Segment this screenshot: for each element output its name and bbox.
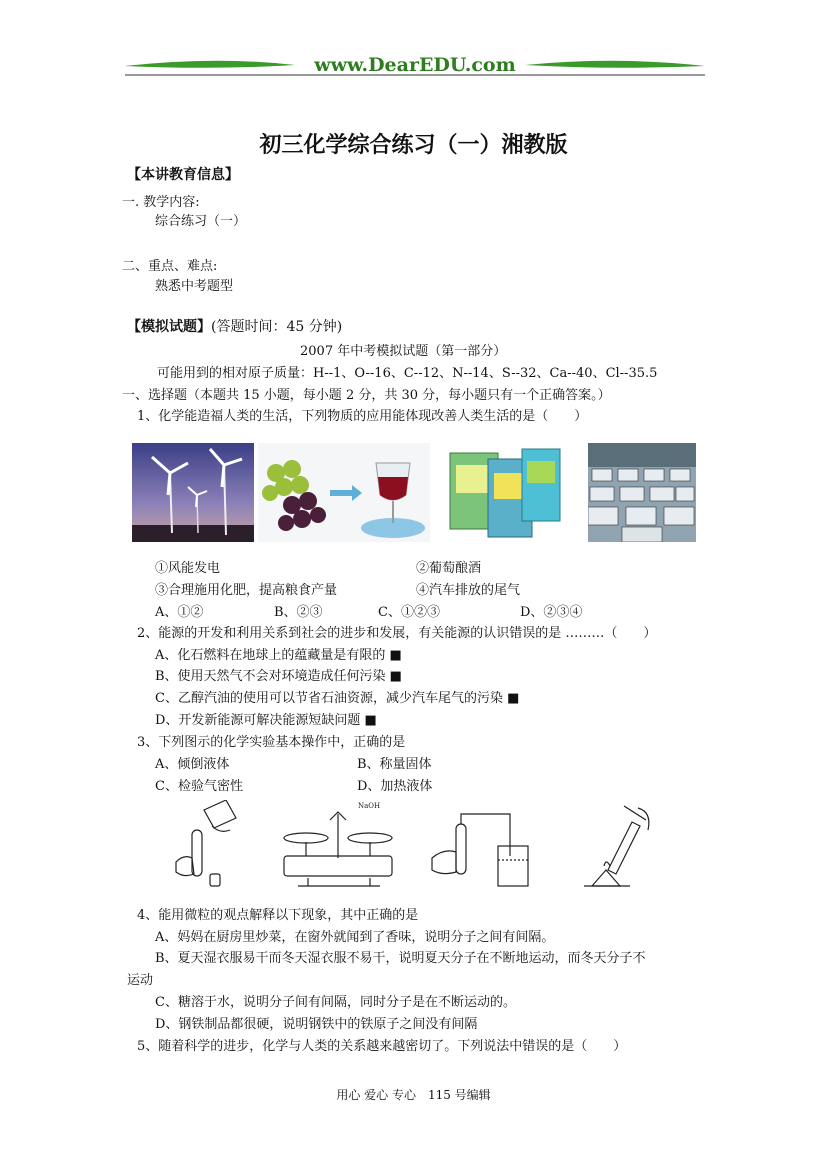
question-2-stem: 2、能源的开发和利用关系到社会的进步和发展，有关能源的认识错误的是 ………（ ）	[137, 626, 657, 641]
site-logo-text: www.DearEDU.com	[314, 54, 516, 76]
section-teaching-content-label: 一. 教学内容:	[122, 195, 200, 210]
pouring-liquid-diagram	[170, 800, 250, 890]
airtightness-check-diagram	[426, 800, 536, 890]
mock-subtitle: 2007 年中考模拟试题（第一部分）	[300, 344, 507, 359]
atomic-masses: 可能用到的相对原子质量：H--1、O--16、C--12、N--14、S--32、Ca--40、Cl--35.5	[157, 366, 658, 381]
heating-liquid-diagram	[574, 800, 664, 890]
q4-option-c: C、糖溶于水，说明分子间有间隔，同时分子是在不断运动的。	[155, 995, 516, 1010]
q2-option-a: A、化石燃料在地球上的蕴藏量是有限的 ■	[155, 648, 402, 663]
question-3-stem: 3、下列图示的化学实验基本操作中，正确的是	[137, 735, 406, 750]
q1-option-3: ③合理施用化肥，提高粮食产量	[155, 583, 338, 598]
q3-option-c: C、检验气密性	[155, 779, 243, 794]
section-choice-heading: 一、选择题（本题共 15 小题，每小题 2 分，共 30 分，每小题只有一个正确答案。）	[122, 388, 611, 403]
balance-diagram	[278, 800, 400, 890]
q1-choice-c: C、①②③	[378, 605, 440, 620]
mock-heading-line	[127, 318, 342, 336]
page-footer: 用心 爱心 专心 115 号编辑	[336, 1088, 491, 1102]
answer-time: (答题时间：45 分钟)	[211, 319, 343, 335]
q4-option-a: A、妈妈在厨房里炒菜，在窗外就闻到了香味，说明分子之间有间隔。	[155, 930, 555, 945]
q1-option-2: ②葡萄酿酒	[416, 561, 482, 576]
q2-option-c: C、乙醇汽油的使用可以节省石油资源，减少汽车尾气的污染 ■	[155, 691, 520, 706]
q1-option-4: ④汽车排放的尾气	[416, 583, 521, 598]
q1-option-1: ①风能发电	[155, 561, 221, 576]
q2-option-b: B、使用天然气不会对环境造成任何污染 ■	[155, 669, 402, 684]
question-4-stem: 4、能用微粒的观点解释以下现象，其中正确的是	[137, 908, 419, 923]
q4-option-b: B、夏天湿衣服易干而冬天湿衣服不易干，说明夏天分子在不断地运动，而冬天分子不	[155, 951, 646, 966]
q2-option-d: D、开发新能源可解决能源短缺问题 ■	[155, 713, 377, 728]
q4-option-d: D、钢铁制品都很硬，说明钢铁中的铁原子之间没有间隔	[155, 1017, 478, 1032]
grape-wine-photo	[258, 443, 430, 542]
q1-choice-a: A、①②	[155, 605, 204, 620]
page-title: 初三化学综合练习（一）湘教版	[259, 132, 568, 158]
question-5-stem: 5、随着科学的进步，化学与人类的关系越来越密切了。下列说法中错误的是（ ）	[137, 1039, 627, 1054]
fertilizer-bags-photo	[442, 443, 564, 542]
q4-option-b-continued: 运动	[127, 973, 154, 988]
section-keypoints-label: 二、重点、难点:	[122, 259, 218, 274]
q3-option-b: B、称量固体	[357, 757, 432, 772]
q3-option-d: D、加热液体	[357, 779, 433, 794]
mock-heading: 【模拟试题】	[127, 319, 211, 335]
wind-turbines-photo	[132, 443, 254, 542]
info-heading: 【本讲教育信息】	[127, 167, 239, 183]
header-logo	[125, 50, 705, 80]
section-teaching-content: 综合练习（一）	[155, 214, 247, 229]
traffic-jam-photo	[588, 443, 696, 542]
section-keypoints-content: 熟悉中考题型	[155, 279, 234, 294]
q3-option-a: A、倾倒液体	[155, 757, 230, 772]
question-1-stem: 1、化学能造福人类的生活，下列物质的应用能体现改善人类生活的是（ ）	[137, 409, 588, 424]
q1-choice-b: B、②③	[274, 605, 323, 620]
naoh-label: NaOH	[358, 802, 381, 810]
q1-choice-d: D、②③④	[520, 605, 583, 620]
